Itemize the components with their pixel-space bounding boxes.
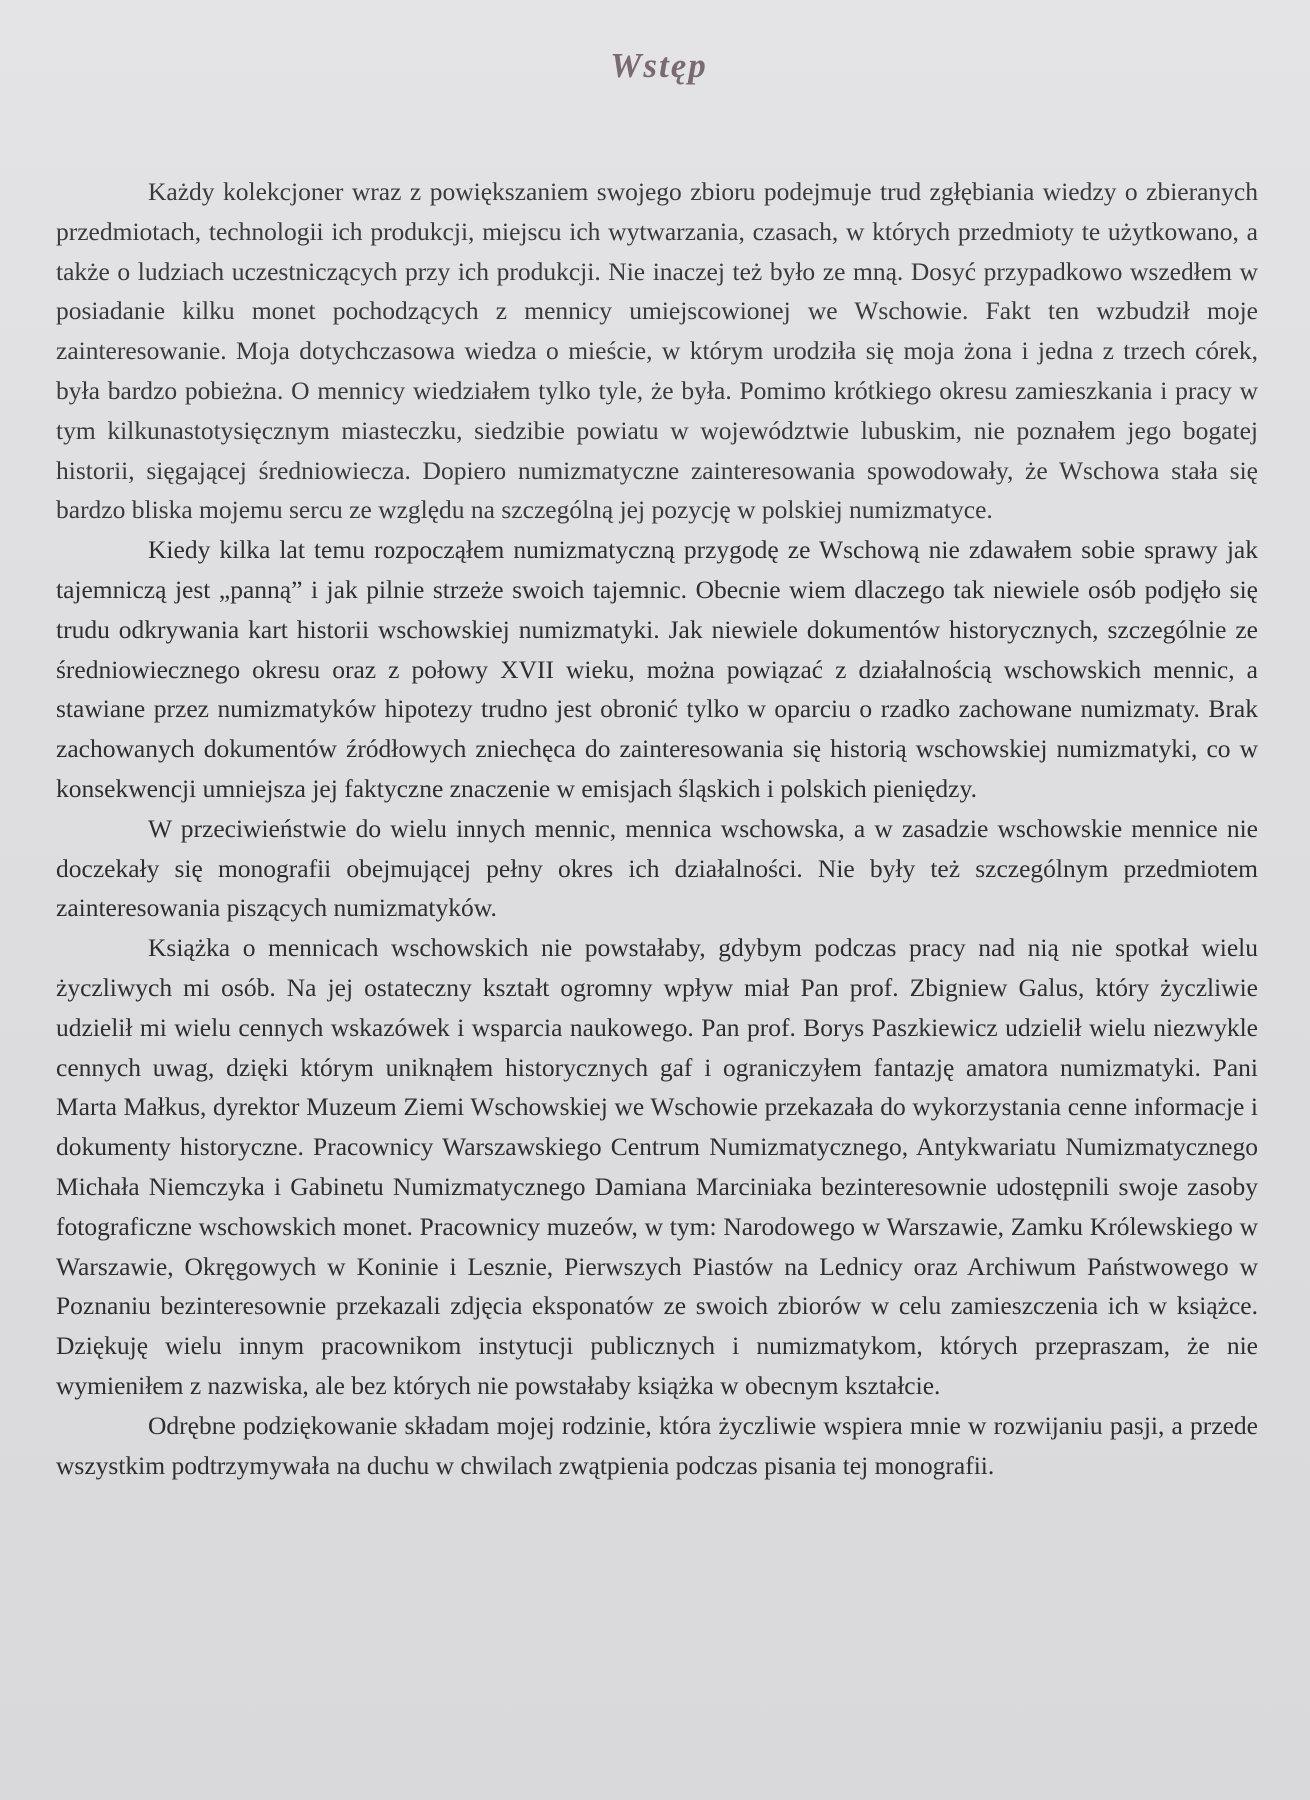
document-body <box>56 172 1258 1485</box>
paragraph-1: Każdy kolekcjoner wraz z powiększaniem swojego zbioru podejmuje trud zgłębiania wiedzy o zbieranych przedmiotach, technologii ich produkcji, miejscu ich wytwarzania, czasach, w których przedmioty te użytkowano, a także o ludziach uczestniczących przy ich produkcji. Nie inaczej też było ze mną. Dosyć przypadkowo wszedłem w posiadanie kilku monet pochodzących z mennicy umiejscowionej we Wschowie. Fakt ten wzbudził moje zainteresowanie. Moja dotychczasowa wiedza o mieście, w którym urodziła się moja żona i jedna z trzech córek, była bardzo pobieżna. O mennicy wiedziałem tylko tyle, że była. Pomimo krótkiego okresu zamieszkania i pracy w tym kilkunastotysięcznym miasteczku, siedzibie powiatu w województwie lubuskim, nie poznałem jego bogatej historii, sięgającej średniowiecza. Dopiero numizmatyczne zainteresowania spowodowały, że Wschowa stała się bardzo bliska mojemu sercu ze względu na szczególną jej pozycję w polskiej numizmatyce. <box>56 177 1258 525</box>
paragraph-5: Odrębne podziękowanie składam mojej rodzinie, która życzliwie wspiera mnie w rozwijaniu pasji, a przede wszystkim podtrzymywała na duchu w chwilach zwątpienia podczas pisania tej monografii. <box>56 1410 1258 1480</box>
paragraph-2: Kiedy kilka lat temu rozpocząłem numizmatyczną przygodę ze Wschową nie zdawałem sobie sprawy jak tajemniczą jest „panną” i jak pilnie strzeże swoich tajemnic. Obecnie wiem dlaczego tak niewiele osób podjęło się trudu odkrywania kart historii wschowskiej numizmatyki. Jak niewiele dokumentów historycznych, szczególnie ze średniowiecznego okresu oraz z połowy XVII wieku, można powiązać z działalnością wschowskich mennic, a stawiane przez numizmatyków hipotezy trudno jest obronić tylko w oparciu o rzadko zachowane numizmaty. Brak zachowanych dokumentów źródłowych zniechęca do zainteresowania się historią wschowskiej numizmatyki, co w konsekwencji umniejsza jej faktyczne znaczenie w emisjach śląskich i polskich pieniędzy. <box>56 535 1258 803</box>
paragraph-4: Książka o mennicach wschowskich nie powstałaby, gdybym podczas pracy nad nią nie spotkał wielu życzliwych mi osób. Na jej ostateczny kształt ogromny wpływ miał Pan prof. Zbigniew Galus, który życzliwie udzielił mi wielu cennych wskazówek i wsparcia naukowego. Pan prof. Borys Paszkiewicz udzielił wielu niezwykle cennych uwag, dzięki którym uniknąłem historycznych gaf i ograniczyłem fantazję amatora numizmatyki. Pani Marta Małkus, dyrektor Muzeum Ziemi Wschowskiej we Wschowie przekazała do wykorzystania cenne informacje i dokumenty historyczne. Pracownicy Warszawskiego Centrum Numizmatycznego, Antykwariatu Numizmatycznego Michała Niemczyka i Gabinetu Numizmatycznego Damiana Marciniaka bezinteresownie udostępnili swoje zasoby fotograficzne wschowskich monet. Pracownicy muzeów, w tym: Narodowego w Warszawie, Zamku Królewskiego w Warszawie, Okręgowych w Koninie i Lesznie, Pierwszych Piastów na Lednicy oraz Archiwum Państwowego w Poznaniu bezinteresownie przekazali zdjęcia eksponatów ze swoich zbiorów w celu zamieszczenia ich w książce. Dziękuję wielu innym pracownikom instytucji publicznych i numizmatykom, których przepraszam, że nie wymieniłem z nazwiska, ale bez których nie powstałaby książka w obecnym kształcie. <box>56 933 1258 1400</box>
paragraph-3: W przeciwieństwie do wielu innych mennic, mennica wschowska, a w zasadzie wschowskie mennice nie doczekały się monografii obejmującej pełny okres ich działalności. Nie były też szczególnym przedmiotem zainteresowania piszących numizmatyków. <box>56 813 1258 923</box>
page-title: Wstęp <box>610 46 708 85</box>
